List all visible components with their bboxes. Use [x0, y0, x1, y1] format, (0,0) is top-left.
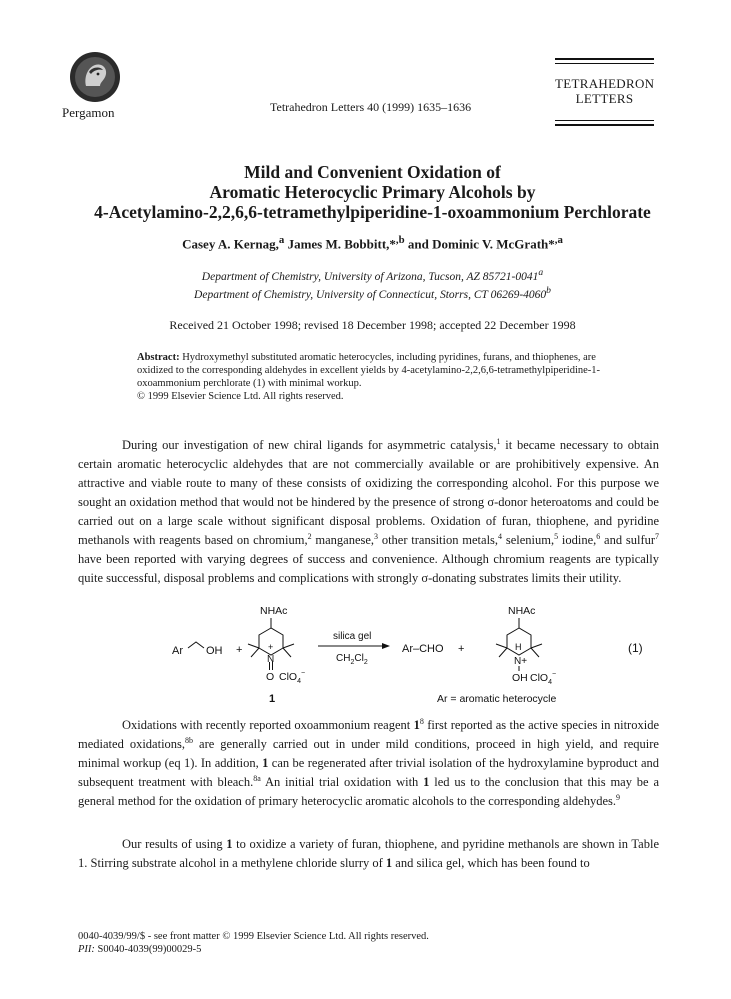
abstract-copyright: © 1999 Elsevier Science Ltd. All rights reserved.	[137, 391, 344, 402]
ref-9: 9	[616, 792, 621, 802]
paragraph-2: Oxidations with recently reported oxoammonium reagent $1^8$ first reported as the active species in nitroxide mediated oxidations,$^{8b}$ are generally carried out in under mild conditions, proceed in high yield, and require minimal workup (eq 1). In addition, 1 can be regenerated after trivial isolation of the hydroxylamine byproduct and subsequent treatment with bleach.$^{8a}$ An initial trial oxidation with 1 led us to the conclusion that this may be a general method for the oxidation of primary heterocyclic aromatic alcohols to the corresponding aldehydes.$^9$	[78, 716, 659, 808]
paragraph-3: Our results of using 1 to oxidize a variety of furan, thiophene, and pyridine methanols are shown in Table 1. Stirring substrate alcohol in a methylene chloride slurry of 1 and silica gel, which has been found to	[78, 837, 659, 870]
abstract-label: Abstract:	[137, 352, 180, 363]
perchlorate-left: ClO$_4$−	[279, 670, 306, 685]
author-1: Casey A. Kernag,	[182, 236, 279, 252]
affiliation-1	[60, 266, 685, 284]
header-rule-top-2	[555, 63, 654, 64]
reactant-ar: Ar	[172, 645, 183, 657]
publisher-name: Pergamon	[62, 105, 115, 120]
affiliation-2-text: Department of Chemistry, University of Connecticut, Storrs, CT 06269-4060	[194, 288, 547, 301]
reagent-solvent: $CH_2Cl_2$	[336, 653, 368, 666]
paragraph-1: During our investigation of new chiral ligands for asymmetric catalysis,$^1$ it became necessary to obtain certain aromatic heterocyclic aldehydes that are not commercially available or are prohibitively expensive. An attractive and viable route to many of these consists of oxidizing the corresponding alcohol. For this purpose we sought an oxidation method that would not be hindered by the presence of strong σ-donor heteroatoms and could be carried out on a large scale without significant disposal problems. Oxidation of furan, thiophene, and pyridine methanols with reagents based on chromium,$^2$ manganese,$^3$ other transition metals,$^4$ selenium,$^5$ iodine,$^6$ and sulfur$^7$ have been reported with varying degrees of success and convenience. Although chromium reagents are typically quite successful, disposal problems and complications with strongly σ-donating substrates limits their utility.	[78, 436, 660, 585]
product-aldehyde: Ar–CHO	[402, 643, 444, 655]
author-3: and Dominic V. McGrath*	[404, 236, 555, 252]
affiliation-2-mark: b	[546, 284, 551, 296]
plus-sign-2: +	[458, 643, 465, 655]
author-list	[60, 234, 685, 252]
abstract-body	[137, 351, 607, 390]
nhac-left: NHAc	[260, 605, 288, 617]
affiliations	[60, 266, 685, 302]
received-dates: Received 21 October 1998; revised 18 December 1998; accepted 22 December 1998	[169, 318, 576, 332]
nitrogen-charge-left: +	[268, 642, 274, 652]
footer-front-matter: 0040-4039/99/$ - see front matter © 1999 Elsevier Science Ltd. All rights reserved.	[78, 931, 429, 942]
reactant-oh: OH	[206, 645, 223, 657]
footer-pii	[78, 943, 429, 956]
title-line-3: 4-Acetylamino-2,2,6,6-tetramethylpiperidine-1-oxoammonium Perchlorate	[94, 202, 651, 222]
ch2-bond	[188, 642, 204, 648]
ref-4: 4	[498, 531, 503, 541]
paper-title	[60, 162, 685, 222]
footer-pii-value: S0040-4039(99)00029-5	[94, 944, 202, 955]
ref-8b: 8b	[185, 735, 194, 745]
compound-ref: 1	[262, 756, 269, 770]
ref-3: 3	[374, 531, 379, 541]
journal-name	[555, 76, 654, 106]
hydroxyl-right: OH	[512, 672, 528, 684]
ref-2: 2	[307, 531, 312, 541]
title-line-1: Mild and Convenient Oxidation of	[244, 162, 501, 182]
abstract-text: Hydroxymethyl substituted aromatic heterocycles, including pyridines, furans, and thiophenes, are oxidized to the corresponding aldehydes in excellent yields by 4-acetylamino-2,2,6,6-tetramethylpiperidine-1-oxoammonium perchlorate (1) with minimal workup.	[137, 352, 601, 389]
author-1-affil: a	[278, 234, 285, 246]
equation-number: (1)	[628, 641, 643, 655]
ref-5: 5	[554, 531, 559, 541]
title-line-2: Aromatic Heterocyclic Primary Alcohols by	[209, 182, 536, 202]
ref-1: 1	[496, 436, 501, 446]
oxygen-left: O	[266, 671, 275, 683]
hydrogen-right: H	[515, 642, 522, 652]
pergamon-logo-icon	[70, 52, 120, 102]
ref-6: 6	[596, 531, 601, 541]
ref-7: 7	[655, 531, 660, 541]
compound-ref: 1	[385, 856, 393, 870]
reagent-silica: silica gel	[333, 631, 372, 642]
page-footer	[78, 930, 429, 956]
abstract	[137, 351, 607, 403]
journal-name-line1: TETRAHEDRON	[555, 76, 655, 91]
perchlorate-right: ClO$_4$−	[530, 671, 557, 686]
nitrogen-left: N	[267, 654, 275, 665]
author-2: James M. Bobbitt,*	[284, 236, 396, 252]
header-rule-top-1	[555, 58, 654, 60]
compound-1-label: 1	[269, 693, 276, 704]
affiliation-2	[60, 284, 685, 302]
journal-citation: Tetrahedron Letters 40 (1999) 1635–1636	[270, 100, 472, 114]
author-3-affil: ,a	[554, 234, 563, 246]
header-rule-bottom-1	[555, 120, 654, 121]
publisher-logo	[70, 52, 120, 102]
header-rule-bottom-2	[555, 124, 654, 126]
affiliation-1-mark: a	[538, 267, 544, 278]
compound-ref: 1	[413, 718, 420, 732]
nitrogen-right: N+	[514, 656, 528, 667]
ref-8a: 8a	[253, 773, 261, 783]
reaction-scheme	[150, 604, 650, 704]
arrow-head	[382, 643, 390, 649]
plus-sign-1: +	[236, 644, 243, 656]
journal-name-line2: LETTERS	[575, 91, 634, 106]
nhac-right: NHAc	[508, 605, 536, 617]
compound-ref: 1	[226, 837, 233, 851]
affiliation-1-text: Department of Chemistry, University of Arizona, Tucson, AZ 85721-0041	[201, 270, 539, 283]
compound-ref: 1	[423, 775, 430, 789]
ref-8: 8	[419, 716, 424, 726]
footer-pii-label: PII:	[78, 944, 95, 955]
author-2-affil: ,b	[395, 234, 405, 246]
ar-definition: Ar = aromatic heterocycle	[437, 693, 557, 704]
